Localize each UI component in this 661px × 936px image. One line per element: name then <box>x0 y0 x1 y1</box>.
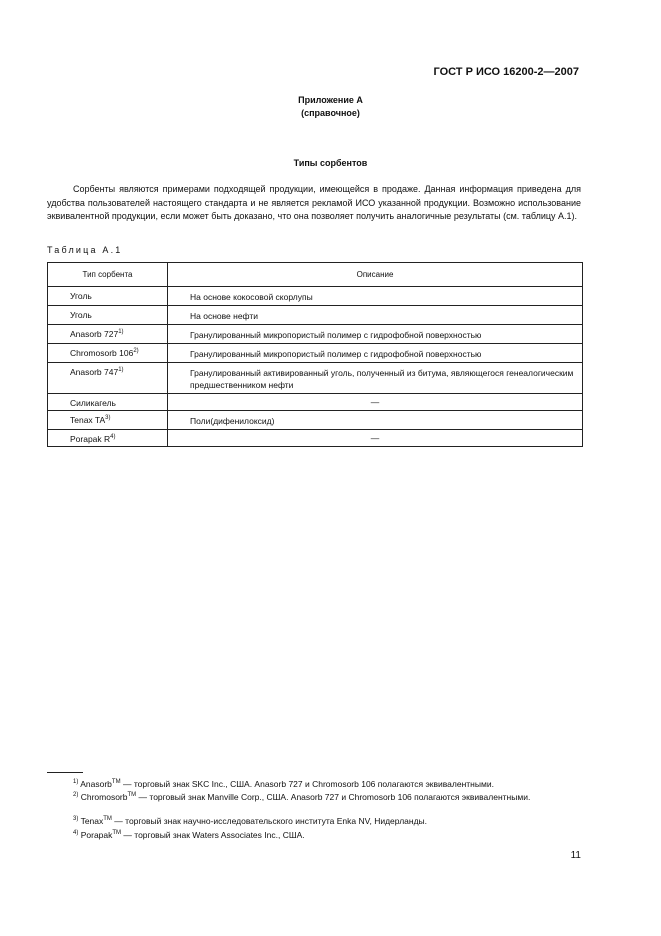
footnote <box>47 791 583 804</box>
trademark-symbol: TM <box>127 792 137 799</box>
trademark-name: Porapak <box>80 830 113 840</box>
sorbent-type-cell <box>48 325 168 344</box>
footnote-mark: 4) <box>73 830 79 837</box>
sorbent-description: На основе нефти <box>168 306 583 325</box>
table-row <box>48 306 583 325</box>
trademark-name: Tenax <box>80 816 104 826</box>
sorbent-table <box>47 262 583 447</box>
footnote-ref: 2) <box>133 348 139 355</box>
appendix-subtitle: (справочное) <box>301 108 360 118</box>
footnote-text: — торговый знак Waters Associates Inc., США. <box>121 830 305 840</box>
table-row <box>48 287 583 306</box>
sorbent-type-cell <box>48 363 168 394</box>
sorbent-type-cell <box>48 411 168 430</box>
sorbent-description: Поли(дифенилоксид) <box>168 411 583 430</box>
sorbent-type: Chromosorb 106 <box>70 348 134 358</box>
footnote-mark: 1) <box>73 779 79 786</box>
footnote-text: — торговый знак Manville Corp., США. Anasorb 727 и Chromosorb 106 полагаются эквивалентными. <box>136 792 531 802</box>
sorbent-type-cell <box>48 287 168 306</box>
sorbent-type-cell <box>48 344 168 363</box>
sorbent-description: Гранулированный микропористый полимер с гидрофобной поверхностью <box>168 344 583 363</box>
trademark-symbol: TM <box>103 816 112 823</box>
sorbent-description: — <box>168 394 583 411</box>
trademark-symbol: TM <box>111 779 121 786</box>
sorbent-description: Гранулированный активированный уголь, полученный из битума, являющегося генеалогическим предшественником нефти <box>168 363 583 394</box>
sorbent-type: Уголь <box>70 291 92 301</box>
footnote-separator <box>47 772 83 773</box>
sorbent-type: Anasorb 747 <box>70 367 119 377</box>
page-number: 11 <box>570 850 581 861</box>
footnote-ref: 1) <box>118 329 124 336</box>
footnote <box>47 778 583 791</box>
sorbent-type-cell <box>48 394 168 411</box>
sorbent-type: Силикагель <box>70 398 116 408</box>
sorbent-type: Уголь <box>70 310 92 320</box>
footnote-ref: 4) <box>110 434 116 441</box>
footnote-text: — торговый знак SKC Inc., США. Anasorb 727 и Chromosorb 106 полагаются эквивалентными. <box>120 779 494 789</box>
intro-paragraph: Сорбенты являются примерами подходящей продукции, имеющейся в продаже. Данная информация приведена для удобства пользователей настоящего стандарта и не является рекламой ИСО указанной продукции. Возможно использование эквивалентной продукции, если может быть доказано, что она позволяет получить аналогичные результаты (см. таблицу А.1). <box>47 184 581 221</box>
table-row <box>48 394 583 411</box>
sorbent-description: На основе кокосовой скорлупы <box>168 287 583 306</box>
table-caption: Таблица А.1 <box>47 245 123 255</box>
sorbent-description: Гранулированный микропористый полимер с гидрофобной поверхностью <box>168 325 583 344</box>
footnote-text: — торговый знак научно-исследовательского института Enka NV, Нидерланды. <box>111 816 428 826</box>
table-row <box>48 411 583 430</box>
table-header-row <box>48 263 583 287</box>
column-header-type: Тип сорбента <box>48 263 168 287</box>
table-row <box>48 363 583 394</box>
table-row <box>48 344 583 363</box>
footnote-mark: 3) <box>73 816 79 823</box>
table-row <box>48 325 583 344</box>
section-title: Типы сорбентов <box>293 158 368 168</box>
sorbent-type-cell <box>48 430 168 447</box>
trademark-name: Anasorb <box>80 779 112 789</box>
sorbent-type: Anasorb 727 <box>70 329 119 339</box>
sorbent-description: — <box>168 430 583 447</box>
footnote-mark: 2) <box>73 792 79 799</box>
document-code: ГОСТ Р ИСО 16200-2—2007 <box>433 66 579 78</box>
footnote-ref: 1) <box>118 367 124 374</box>
sorbent-type: Porapak R <box>70 434 111 444</box>
sorbent-type-cell <box>48 306 168 325</box>
trademark-name: Chromosorb <box>80 792 128 802</box>
trademark-symbol: TM <box>112 830 122 837</box>
sorbent-type: Tenax TA <box>70 415 106 425</box>
footnote-ref: 3) <box>105 415 111 422</box>
footnote <box>47 829 583 842</box>
table-row <box>48 430 583 447</box>
appendix-title: Приложение А <box>298 95 363 105</box>
column-header-description: Описание <box>168 263 583 287</box>
footnote <box>47 815 583 828</box>
